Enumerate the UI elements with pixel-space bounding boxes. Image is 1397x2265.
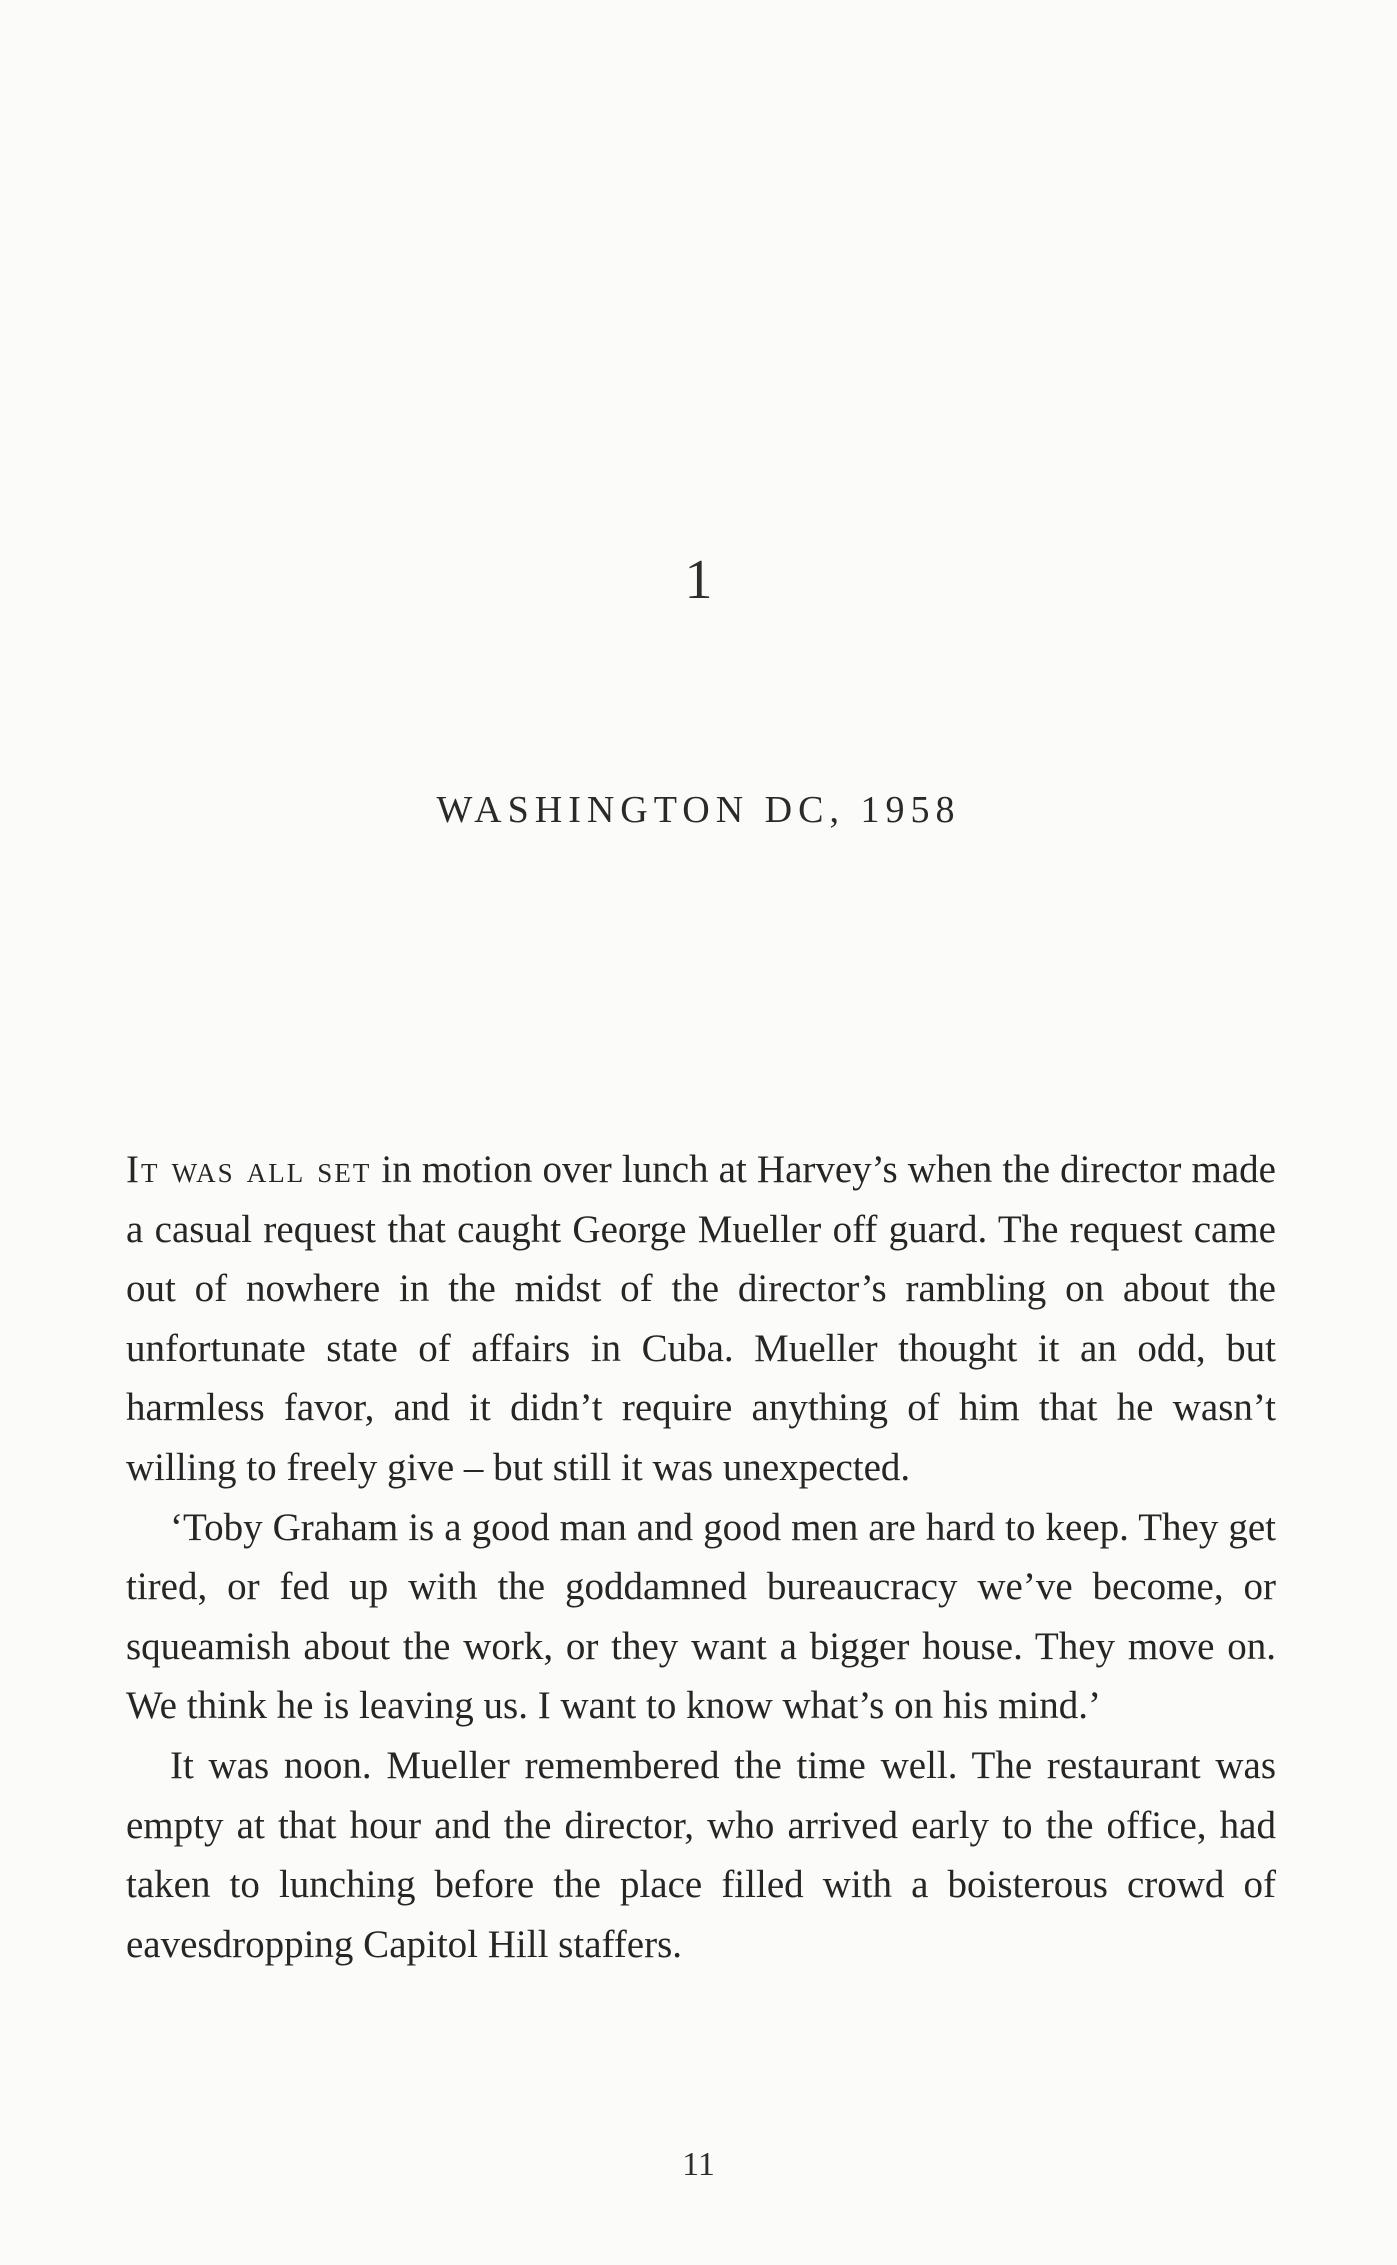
paragraph-lead-in: It was all set — [126, 1148, 372, 1191]
chapter-number: 1 — [684, 549, 713, 611]
paragraph-3: It was noon. Mueller remembered the time well. The restaurant was empty at that hour and the director, who arrived early to the office, had taken to lunching before the place filled with a boisterous crowd of eavesdropping Capitol Hill staffers. — [126, 1743, 1276, 1966]
paragraph-1 — [126, 1140, 1276, 1498]
body-text — [126, 1140, 1276, 1974]
chapter-title: WASHINGTON DC, 1958 — [436, 789, 961, 831]
paragraph-2: ‘Toby Graham is a good man and good men are hard to keep. They get tired, or fed up with the goddamned bureaucracy we’ve become, or squeamish about the work, or they want a bigger house. They move on. We think he is leaving us. I want to know what’s on his mind.’ — [126, 1505, 1276, 1728]
page-number: 11 — [682, 2146, 715, 2183]
paragraph-1-text: in motion over lunch at Harvey’s when the director made a casual request that caught George Mueller off guard. The request came out of nowhere in the midst of the director’s rambling on about the unfortunate state of affairs in Cuba. Mueller thought it an odd, but harmless favor, and it didn’t require anything of him that he wasn’t willing to freely give – but still it was unexpected. — [126, 1148, 1276, 1489]
